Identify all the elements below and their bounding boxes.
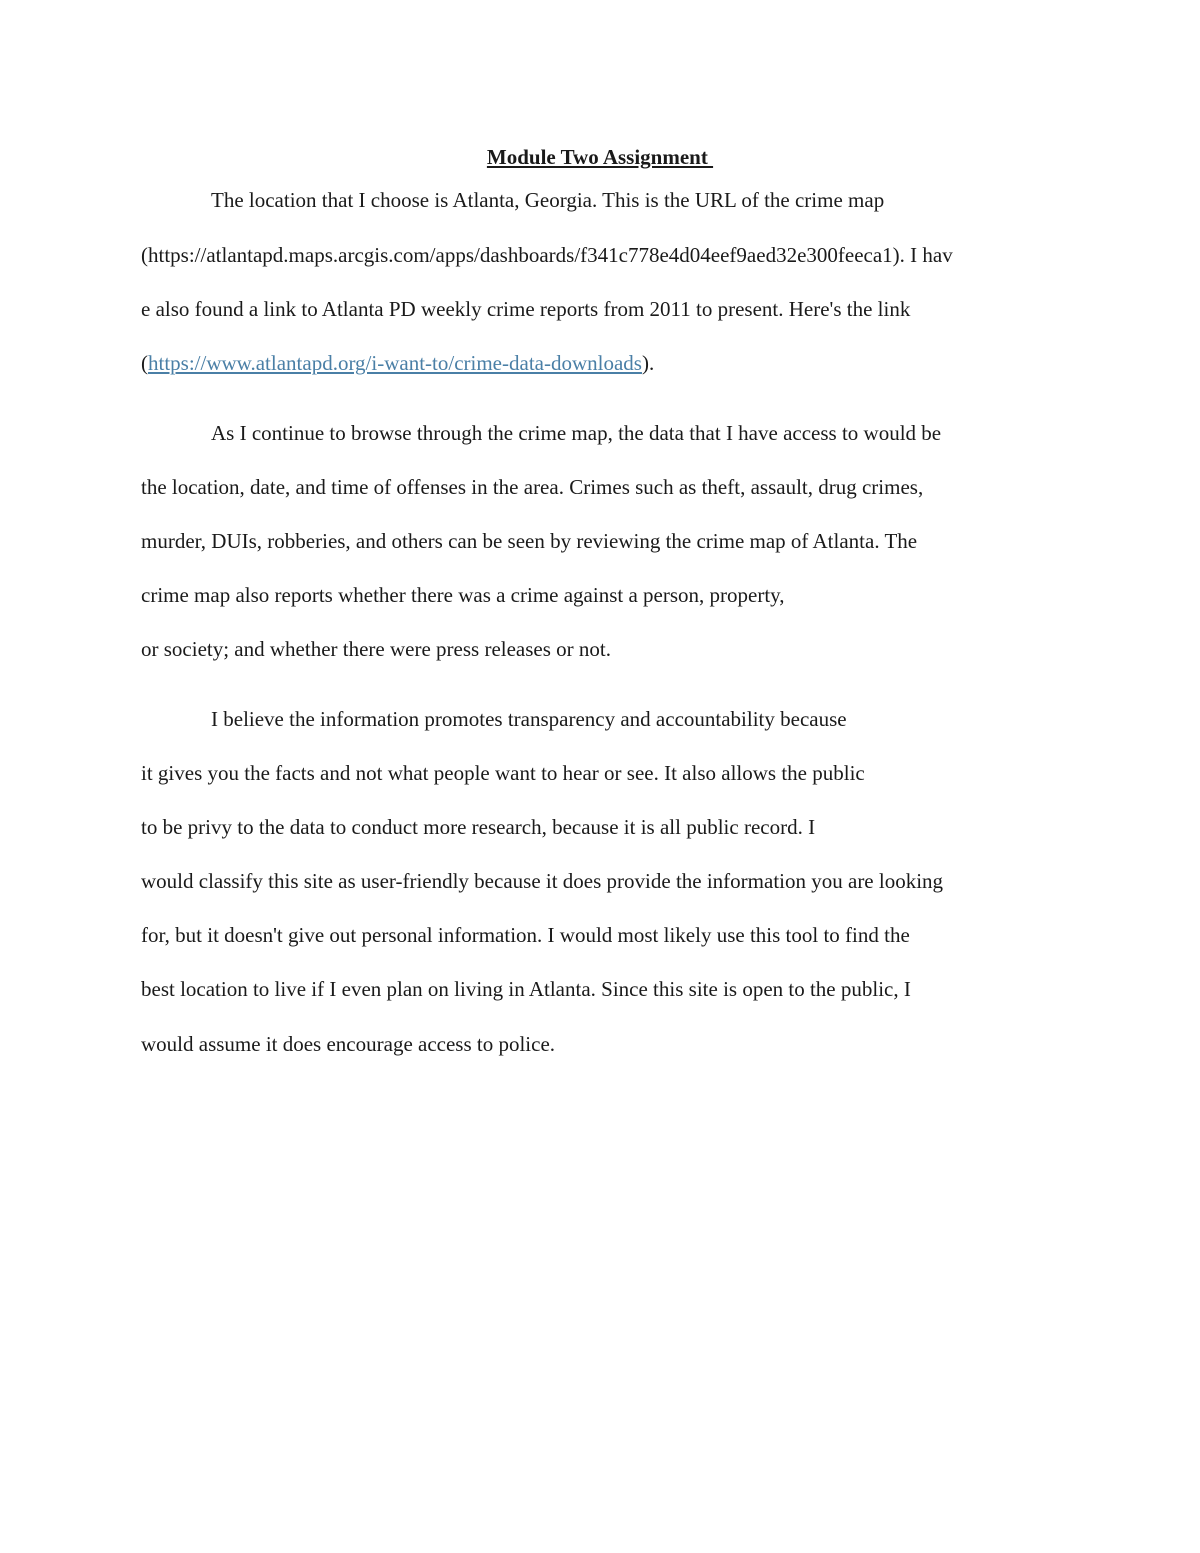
paragraph-1-line-2: (https://atlantapd.maps.arcgis.com/apps/dashboards/f341c778e4d04eef9aed32e300feeca1). I hav	[141, 243, 953, 267]
paragraph-3-line-6: best location to live if I even plan on living in Atlanta. Since this site is open to the public, I	[141, 977, 911, 1001]
paragraph-3-line-1: I believe the information promotes transparency and accountability because	[211, 707, 847, 731]
document-title: Module Two Assignment	[486, 145, 714, 169]
link-open-paren: (	[141, 351, 148, 375]
paragraph-1-line-3: e also found a link to Atlanta PD weekly crime reports from 2011 to present. Here's the link	[141, 297, 911, 321]
paragraph-3-line-5: for, but it doesn't give out personal information. I would most likely use this tool to find the	[141, 923, 910, 947]
paragraph-1-line-1: The location that I choose is Atlanta, Georgia. This is the URL of the crime map	[211, 188, 885, 212]
link-close-paren: ).	[641, 351, 655, 375]
paragraph-3-line-7: would assume it does encourage access to police.	[141, 1032, 556, 1056]
paragraph-2-line-1: As I continue to browse through the crime map, the data that I have access to would be	[211, 421, 942, 445]
crime-data-downloads-link[interactable]: https://www.atlantapd.org/i-want-to/crime-data-downloads	[148, 351, 642, 375]
paragraph-2-line-3: murder, DUIs, robberies, and others can be seen by reviewing the crime map of Atlanta. The	[141, 529, 918, 553]
paragraph-2-line-5: or society; and whether there were press releases or not.	[141, 637, 611, 661]
paragraph-2-line-4: crime map also reports whether there was a crime against a person, property,	[141, 583, 785, 607]
paragraph-3-line-3: to be privy to the data to conduct more research, because it is all public record. I	[141, 815, 816, 839]
paragraph-3-line-2: it gives you the facts and not what people want to hear or see. It also allows the public	[141, 761, 865, 785]
paragraph-3-line-4: would classify this site as user-friendly because it does provide the information you are looking	[141, 869, 944, 893]
paragraph-1-line-4	[141, 349, 654, 377]
paragraph-2-line-2: the location, date, and time of offenses in the area. Crimes such as theft, assault, drug crimes,	[141, 475, 924, 499]
